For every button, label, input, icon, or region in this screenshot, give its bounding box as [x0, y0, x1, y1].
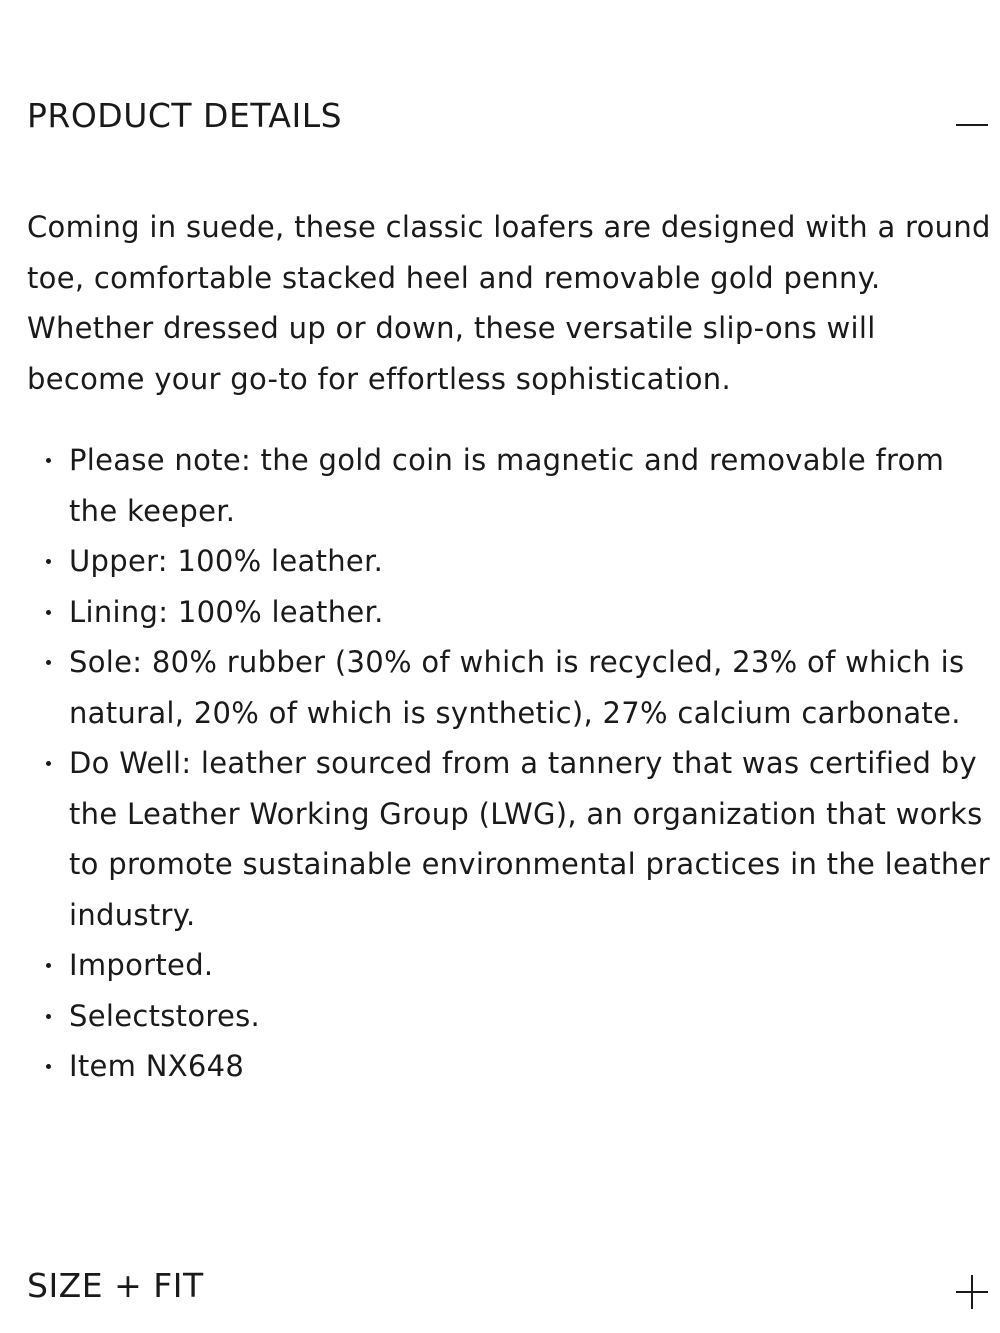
- list-item: Sole: 80% rubber (30% of which is recycled, 23% of which is natural, 20% of which is synthetic), 27% calcium carbonate.: [27, 637, 992, 738]
- list-item: Do Well: leather sourced from a tannery that was certified by the Leather Working Group (LWG), an organization that works to promote sustainable environmental practices in the leather industry.: [27, 738, 992, 940]
- minus-icon[interactable]: [954, 108, 988, 142]
- list-item: Upper: 100% leather.: [27, 536, 992, 587]
- plus-icon[interactable]: [954, 1275, 988, 1309]
- product-description: Coming in suede, these classic loafers are designed with a round toe, comfortable stacked heel and removable gold penny. Whether dressed up or down, these versatile slip-ons will become your go-to for effortless sophistication.: [27, 210, 991, 396]
- product-details-header[interactable]: [27, 88, 988, 142]
- size-fit-title: SIZE + FIT: [27, 1265, 204, 1305]
- list-item: Lining: 100% leather.: [27, 587, 992, 638]
- list-item: Selectstores.: [27, 991, 992, 1042]
- list-item: Please note: the gold coin is magnetic and removable from the keeper.: [27, 435, 992, 536]
- product-details-list: [27, 435, 992, 1092]
- list-item: Imported.: [27, 940, 992, 991]
- size-fit-header[interactable]: [27, 1258, 988, 1312]
- product-details-title: PRODUCT DETAILS: [27, 95, 343, 135]
- list-item: Item NX648: [27, 1041, 992, 1092]
